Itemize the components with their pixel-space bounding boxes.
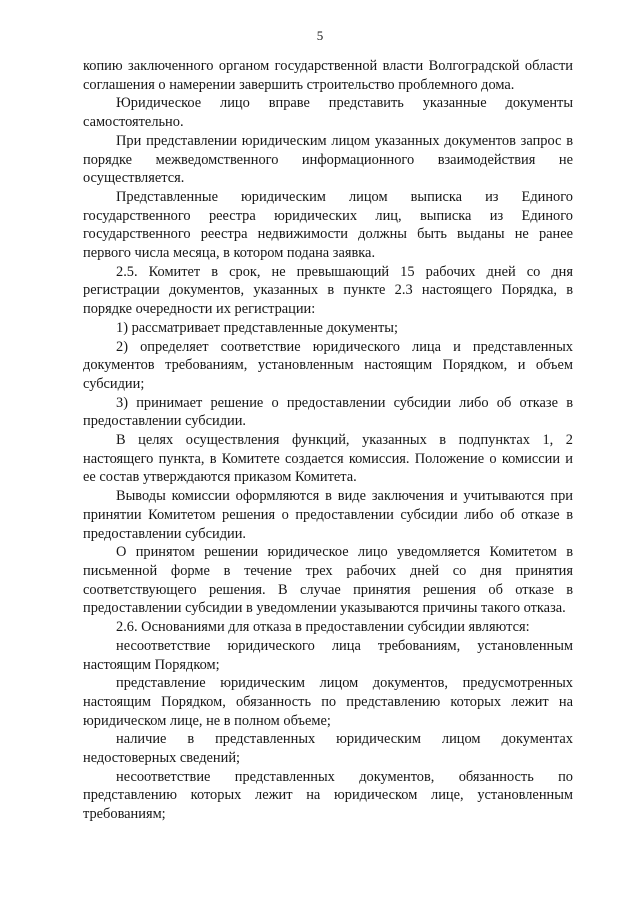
page-number: 5 (316, 28, 324, 43)
paragraph: При представлении юридическим лицом указанных документов запрос в порядке межведомственного информационного взаимодействия не осуществляется. (83, 132, 573, 187)
paragraph: представление юридическим лицом документов, предусмотренных настоящим Порядком, обязанность по представлению которых лежит на юридическом лице, не в полном объеме; (83, 675, 573, 729)
paragraph: несоответствие представленных документов, обязанность по представлению которых лежит на юридическом лице, установленным требованиям; (83, 768, 573, 823)
paragraph: 2.5. Комитет в срок, не превышающий 15 рабочих дней со дня регистрации документов, указанных в пункте 2.3 настоящего Порядка, в порядке очередности их регистрации: (83, 263, 573, 318)
paragraph: Юридическое лицо вправе представить указанные документы самостоятельно. (83, 95, 573, 131)
paragraph: копию заключенного органом государственной власти Волгоградской области соглашения о намерении завершить строительство проблемного дома. (83, 58, 573, 93)
paragraph: Представленные юридическим лицом выписка из Единого государственного реестра юридических лиц, выписка из Единого государственного реестра недвижимости должны быть выданы не ранее первого числа месяца, в котором подана заявка. (83, 188, 573, 262)
paragraph: В целях осуществления функций, указанных в подпунктах 1, 2 настоящего пункта, в Комитете создается комиссия. Положение о комиссии и ее состав утверждаются приказом Комитета. (83, 432, 573, 486)
paragraph: наличие в представленных юридическим лицом документах недостоверных сведений; (83, 731, 573, 767)
paragraph: Выводы комиссии оформляются в виде заключения и учитываются при принятии Комитетом решения о предоставлении субсидии либо об отказе в предоставлении субсидии. (83, 488, 573, 542)
paragraph: 2.6. Основаниями для отказа в предоставлении субсидии являются: (116, 619, 530, 636)
paragraph: 3) принимает решение о предоставлении субсидии либо об отказе в предоставлении субсидии. (83, 394, 573, 430)
paragraph: 1) рассматривает представленные документы; (116, 319, 398, 336)
paragraph: О принятом решении юридическое лицо уведомляется Комитетом в письменной форме в течение трех рабочих дней со дня принятия соответствующего решения. В случае принятия решения об отказе в предоставлении субсидии в уведомлении указываются причины такого отказа. (83, 544, 573, 617)
paragraph: 2) определяет соответствие юридического лица и представленных документов требованиям, установленным настоящим Порядком, и объем субсидии; (83, 338, 573, 392)
paragraph: несоответствие юридического лица требованиям, установленным настоящим Порядком; (83, 637, 573, 673)
document-body (83, 57, 573, 824)
